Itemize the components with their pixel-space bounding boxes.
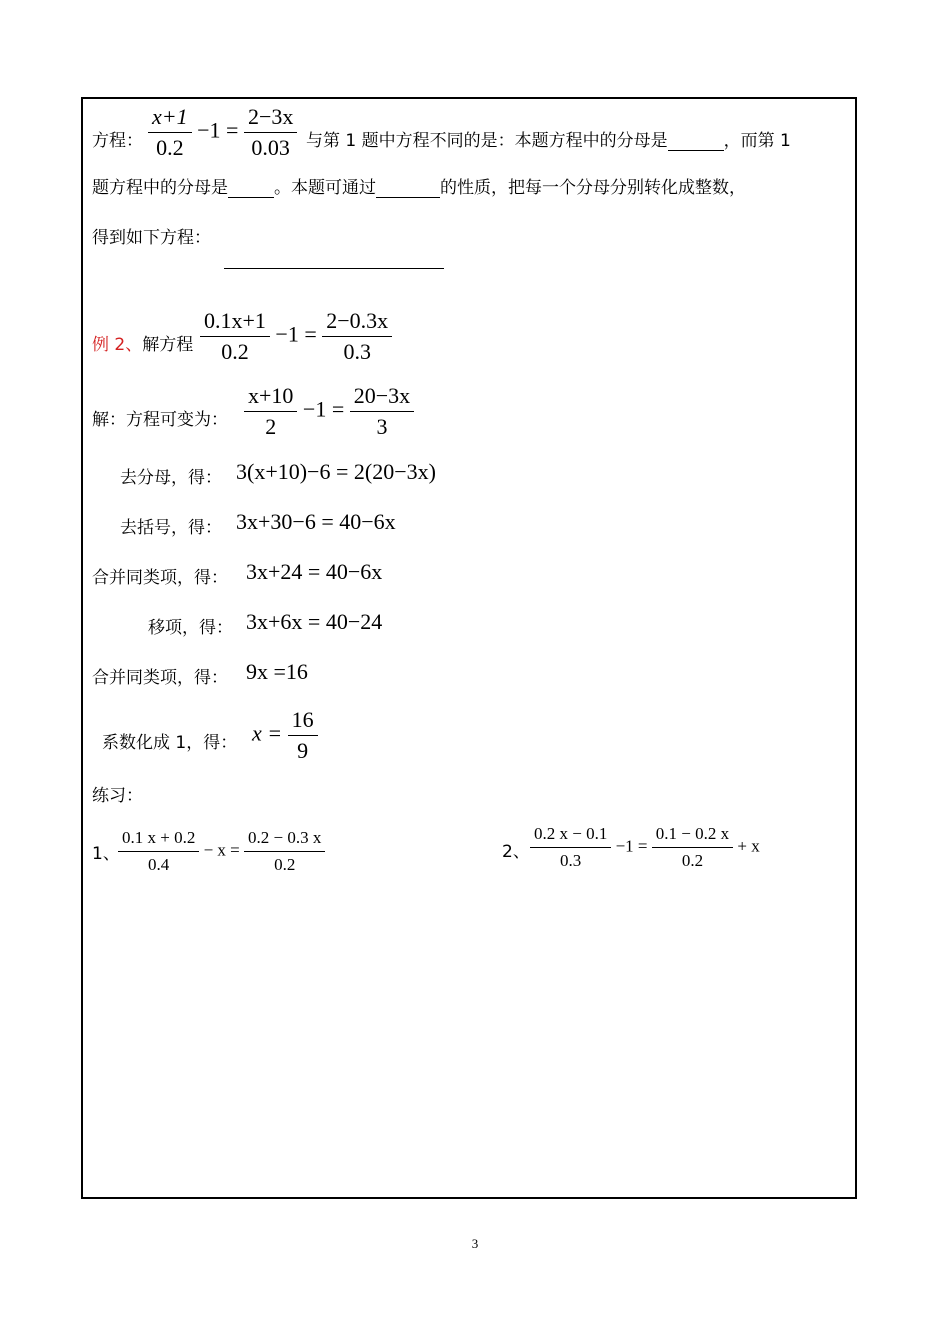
step-4-equation: 3x+6x = 40−24 — [246, 609, 383, 634]
content-frame — [81, 97, 857, 1199]
step-3-equation: 3x+24 = 40−6x — [246, 559, 383, 584]
step-1-equation: 3(x+10)−6 = 2(20−3x) — [236, 459, 436, 484]
p1-fraction-right: $\frac{2-3x}{0.03}$ — [244, 105, 297, 160]
step-2-label: 去括号，得： — [120, 518, 222, 538]
p1-text-1: 与第 1 题中方程不同的是：本题方程中的分母是 ，而第 1 — [306, 131, 791, 151]
step-1-label: 去分母，得： — [120, 468, 222, 488]
solution-label: 解：方程可变为： — [92, 410, 228, 430]
page-number: 3 — [471, 1236, 479, 1251]
p1-text-2: 题方程中的分母是 。本题可通过 的性质，把每一个分母分别转化成整数， — [92, 178, 746, 198]
step-6-label: 系数化成 1，得： — [102, 733, 238, 753]
p1-label: 方程： — [92, 131, 143, 151]
blank-denominator-this[interactable] — [668, 132, 724, 151]
practice-q1-equation: $\frac{0.1 x + 0.2}{0.4}$ − x = $\frac{0.2 - 0.3 x}{0.2}$ — [118, 828, 325, 875]
practice-q2-label: 2、 — [502, 842, 530, 862]
example-2-title: 例 2、解方程 — [92, 335, 194, 355]
example-2-equation: $\frac{0.1x+1}{0.2}$ −1 = $\frac{2-0.3x}{0.3}$ — [200, 309, 392, 364]
practice-label: 练习： — [92, 786, 143, 806]
step-6-equation: x = $\frac{16}{9}$ — [252, 708, 318, 763]
step-5-equation: 9x =16 — [246, 659, 308, 684]
blank-equation-line[interactable] — [224, 268, 444, 269]
step-5-label: 合并同类项，得： — [92, 668, 228, 688]
p1-fraction-left: $\frac{x+1}{0.2}$ — [148, 105, 192, 160]
practice-q2-equation: $\frac{0.2 x - 0.1}{0.3}$ −1 = $\frac{0.1 - 0.2 x}{0.2}$ + x — [530, 824, 760, 871]
blank-denominator-q1[interactable] — [228, 179, 274, 198]
blank-property[interactable] — [376, 179, 440, 198]
step-3-label: 合并同类项，得： — [92, 568, 228, 588]
step-4-label: 移项，得： — [148, 618, 233, 638]
step-2-equation: 3x+30−6 = 40−6x — [236, 509, 396, 534]
solution-transformed-equation: $\frac{x+10}{2}$ −1 = $\frac{20-3x}{3}$ — [244, 384, 414, 439]
practice-q1-label: 1、 — [92, 844, 120, 864]
p1-text-3: 得到如下方程： — [92, 228, 211, 248]
p1-equation: $\frac{x+1}{0.2}$ −1 = $\frac{2-3x}{0.03}$ — [148, 105, 297, 160]
